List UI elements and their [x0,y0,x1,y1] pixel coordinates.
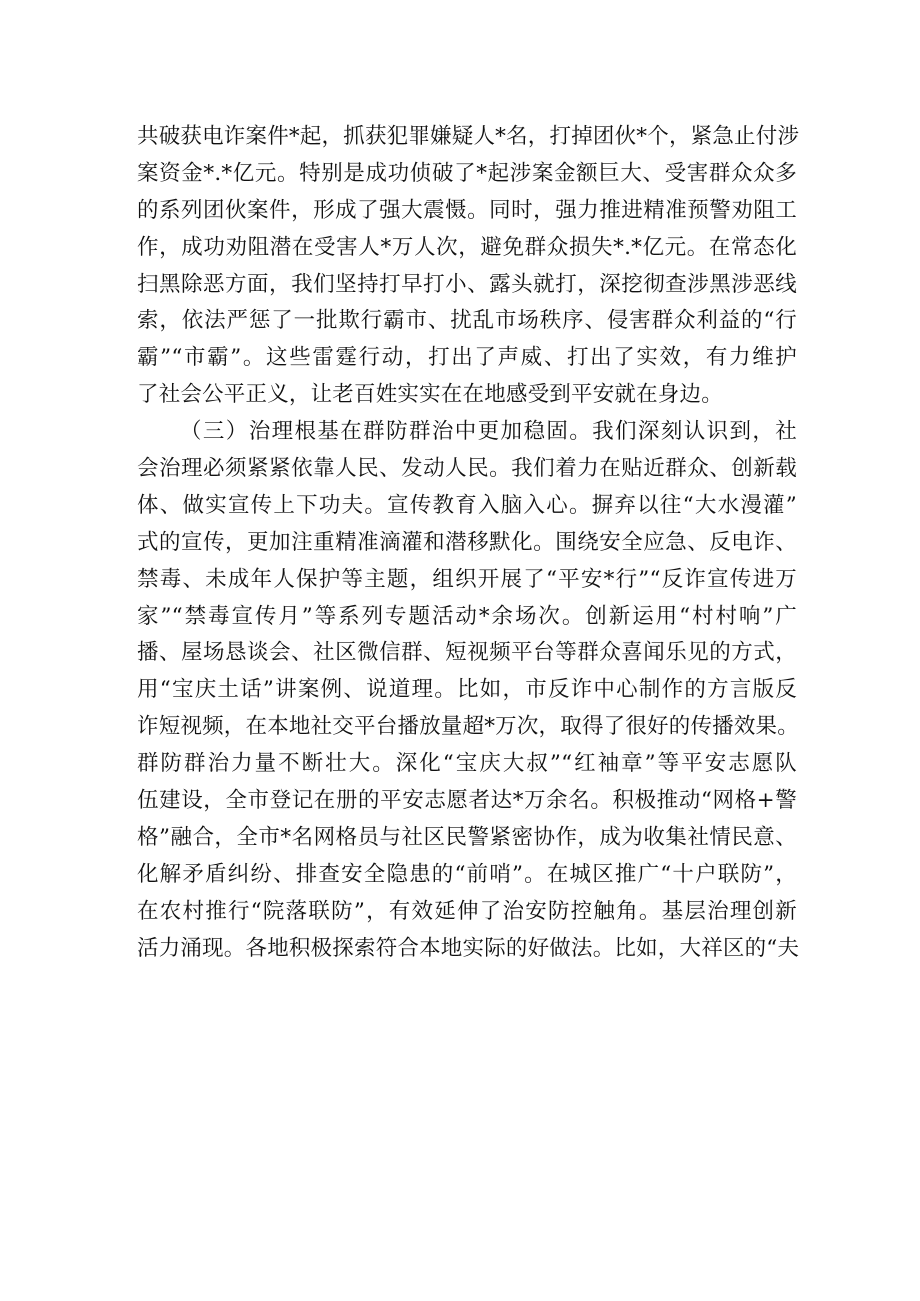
section-heading-line: （三）治理根基在群防群治中更加稳固。我们深刻认识到，社 [180,419,797,445]
document-line: 会治理必须紧紧依靠人民、发动人民。我们着力在贴近群众、创新载 [137,456,797,482]
document-line: 霸”“市霸”。这些雷霆行动，打出了声威、打出了实效，有力维护 [137,345,797,371]
document-line: 式的宣传，更加注重精准滴灌和潜移默化。围绕安全应急、反电诈、 [137,529,797,555]
document-line: 在农村推行“院落联防”，有效延伸了治安防控触角。基层治理创新 [137,898,797,924]
document-line: 化解矛盾纠纷、排查安全隐患的“前哨”。在城区推广“十户联防”， [137,861,797,887]
document-line: 伍建设，全市登记在册的平安志愿者达*万余名。积极推动“网格+警 [137,788,797,814]
document-line: 用“宝庆土话”讲案例、说道理。比如，市反诈中心制作的方言版反 [137,677,797,703]
document-line: 扫黑除恶方面，我们坚持打早打小、露头就打，深挖彻查涉黑涉恶线 [137,271,797,297]
document-line: 共破获电诈案件*起，抓获犯罪嫌疑人*名，打掉团伙*个，紧急止付涉 [137,124,800,149]
document-line: 格”融合，全市*名网格员与社区民警紧密协作，成为收集社情民意、 [137,824,797,850]
document-line: 诈短视频，在本地社交平台播放量超*万次，取得了很好的传播效果。 [137,714,799,740]
document-line: 播、屋场恳谈会、社区微信群、短视频平台等群众喜闻乐见的方式， [137,640,797,666]
document-line: 家”“禁毒宣传月”等系列专题活动*余场次。创新运用“村村响”广 [137,603,797,629]
document-line: 了社会公平正义，让老百姓实实在在地感受到平安就在身边。 [137,382,723,408]
document-line: 群防群治力量不断壮大。深化“宝庆大叔”“红袖章”等平安志愿队 [137,751,797,777]
document-line: 的系列团伙案件，形成了强大震慑。同时，强力推进精准预警劝阻工 [137,197,797,223]
document-line: 索，依法严惩了一批欺行霸市、扰乱市场秩序、侵害群众利益的“行 [137,308,797,334]
document-line: 案资金*.*亿元。特别是成功侦破了*起涉案金额巨大、受害群众众多 [137,160,797,186]
document-body [137,119,800,967]
document-line: 活力涌现。各地积极探索符合本地实际的好做法。比如，大祥区的“夫 [137,935,800,961]
document-line: 作，成功劝阻潜在受害人*万人次，避免群众损失*.*亿元。在常态化 [137,234,797,260]
document-line: 禁毒、未成年人保护等主题，组织开展了“平安*行”“反诈宣传进万 [137,566,797,592]
document-line: 体、做实宣传上下功夫。宣传教育入脑入心。摒弃以往“大水漫灌” [137,492,797,518]
